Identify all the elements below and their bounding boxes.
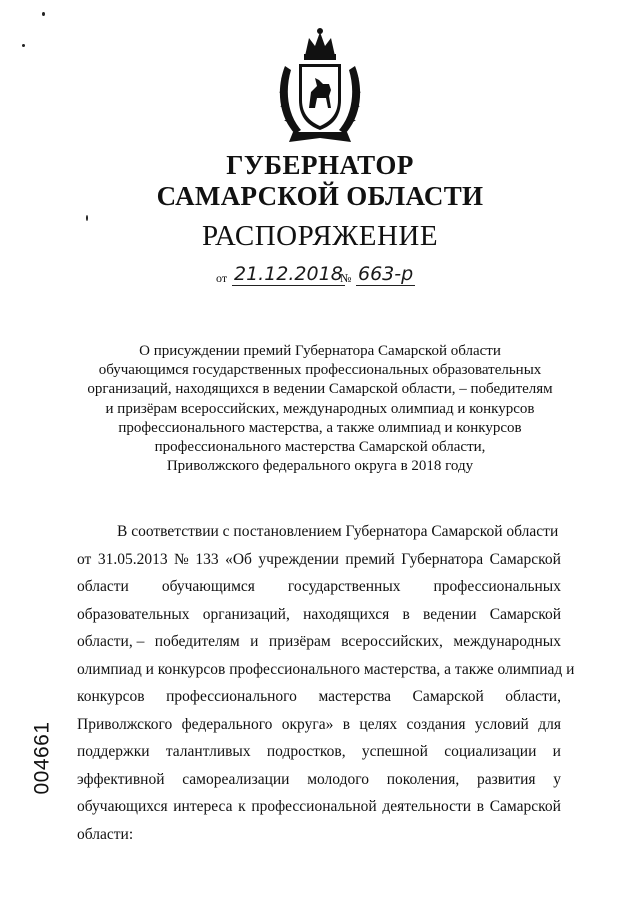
body-word: Приволжского	[77, 715, 173, 733]
body-word: образовательных	[77, 605, 190, 623]
body-word: условий	[474, 715, 529, 733]
title-line: Приволжского федерального округа в 2018 году	[166, 458, 474, 475]
body-word: премий	[345, 550, 395, 568]
scan-speck	[86, 215, 88, 221]
body-word: международных	[453, 633, 561, 650]
scan-speck	[22, 44, 25, 47]
body-word: и	[250, 633, 259, 650]
body-word: Самарской	[489, 550, 561, 568]
body-word: всероссийских,	[341, 633, 443, 650]
number-label: №	[340, 271, 352, 285]
body-word: «Об	[225, 550, 252, 568]
body-word: Самарской	[412, 688, 484, 705]
body-word: и	[552, 743, 561, 760]
registration-stamp	[22, 721, 62, 795]
body-word: ведении	[423, 605, 477, 623]
body-word: В соответствии с постановлением Губернатора Самарской области	[117, 523, 559, 540]
body-word: успешной	[361, 743, 428, 760]
body-word: федерального	[181, 715, 273, 733]
body-word: молодого	[307, 770, 369, 788]
body-word: Самарской	[489, 798, 561, 815]
body-word: мастерства	[318, 688, 391, 705]
body-line	[77, 573, 561, 601]
coat-of-arms-emblem	[271, 26, 369, 150]
body-word: в	[402, 605, 410, 623]
document-date: 21.12.2018	[234, 263, 343, 285]
date-from-label: от	[216, 271, 228, 285]
body-word: области	[77, 578, 129, 595]
body-line	[77, 546, 561, 574]
document-title	[70, 342, 570, 476]
body-line	[77, 766, 561, 794]
body-word: поколения,	[386, 770, 460, 788]
body-line	[77, 656, 575, 684]
title-line: и призёрам всероссийских, международных олимпиад и конкурсов	[105, 400, 535, 417]
title-line: профессионального мастерства, а также олимпиад и конкурсов	[118, 419, 522, 436]
body-word: талантливых	[165, 743, 251, 760]
body-line	[77, 601, 561, 629]
body-word: обучающихся	[77, 798, 168, 815]
body-word: эффективной	[77, 770, 165, 788]
body-word: интереса	[173, 798, 233, 815]
body-word: обучающимся	[161, 578, 255, 595]
body-word: профессиональных	[433, 578, 561, 595]
body-word: в	[342, 715, 351, 733]
stamp-number: 004661	[30, 721, 54, 795]
body-word: учреждении	[258, 550, 339, 568]
title-line: О присуждении премий Губернатора Самарской области	[139, 343, 501, 359]
title-line: обучающимся государственных профессиональных образовательных	[98, 362, 542, 379]
body-word: олимпиад и конкурсов профессионального мастерства, а также олимпиад и	[77, 660, 575, 678]
body-word: подростков,	[266, 743, 346, 760]
body-line	[77, 738, 561, 766]
title-line: организаций, находящихся в ведении Самарской области, – победителям	[87, 381, 553, 398]
body-word: поддержки	[77, 743, 150, 760]
body-word: профессиональной	[251, 798, 377, 815]
body-word: 31.05.2013	[97, 550, 168, 568]
body-word: Губернатора	[401, 550, 484, 568]
body-word: области:	[77, 825, 134, 843]
body-word: к	[238, 798, 246, 815]
body-word: от	[77, 550, 92, 568]
body-word: области,	[505, 688, 561, 705]
body-word: социализации	[444, 743, 537, 760]
body-line	[77, 821, 561, 849]
document-dateline	[216, 263, 436, 293]
scan-speck	[42, 12, 45, 16]
body-word: области, –	[77, 633, 145, 650]
body-line	[77, 683, 561, 711]
document-body	[77, 518, 575, 848]
body-word: целях	[359, 715, 398, 733]
body-word: для	[538, 715, 561, 733]
body-word: 133	[195, 550, 219, 568]
body-word: организаций,	[202, 605, 290, 623]
body-word: конкурсов	[77, 688, 145, 705]
body-word: профессионального	[166, 688, 297, 705]
body-word: создания	[406, 715, 466, 733]
body-word: самореализации	[182, 770, 290, 788]
title-line: профессионального мастерства Самарской области,	[154, 439, 486, 456]
body-word: округа»	[281, 715, 334, 733]
body-line	[77, 628, 561, 656]
body-line	[77, 711, 561, 739]
body-word: №	[174, 550, 189, 568]
document-number: 663-р	[358, 263, 414, 285]
body-word: Самарской	[489, 605, 561, 623]
body-word: деятельности	[382, 798, 472, 815]
body-word: призёрам	[268, 633, 331, 650]
header-governor: ГУБЕРНАТОР	[226, 150, 414, 180]
header-region: САМАРСКОЙ ОБЛАСТИ	[156, 181, 484, 211]
body-word: находящихся	[303, 605, 390, 623]
body-line	[77, 518, 561, 546]
body-line	[77, 793, 561, 821]
body-word: в	[476, 798, 485, 815]
document-type: РАСПОРЯЖЕНИЕ	[201, 220, 439, 252]
body-word: развития	[476, 770, 536, 788]
body-word: у	[553, 770, 561, 788]
body-word: государственных	[287, 578, 401, 595]
body-word: победителям	[154, 633, 240, 650]
